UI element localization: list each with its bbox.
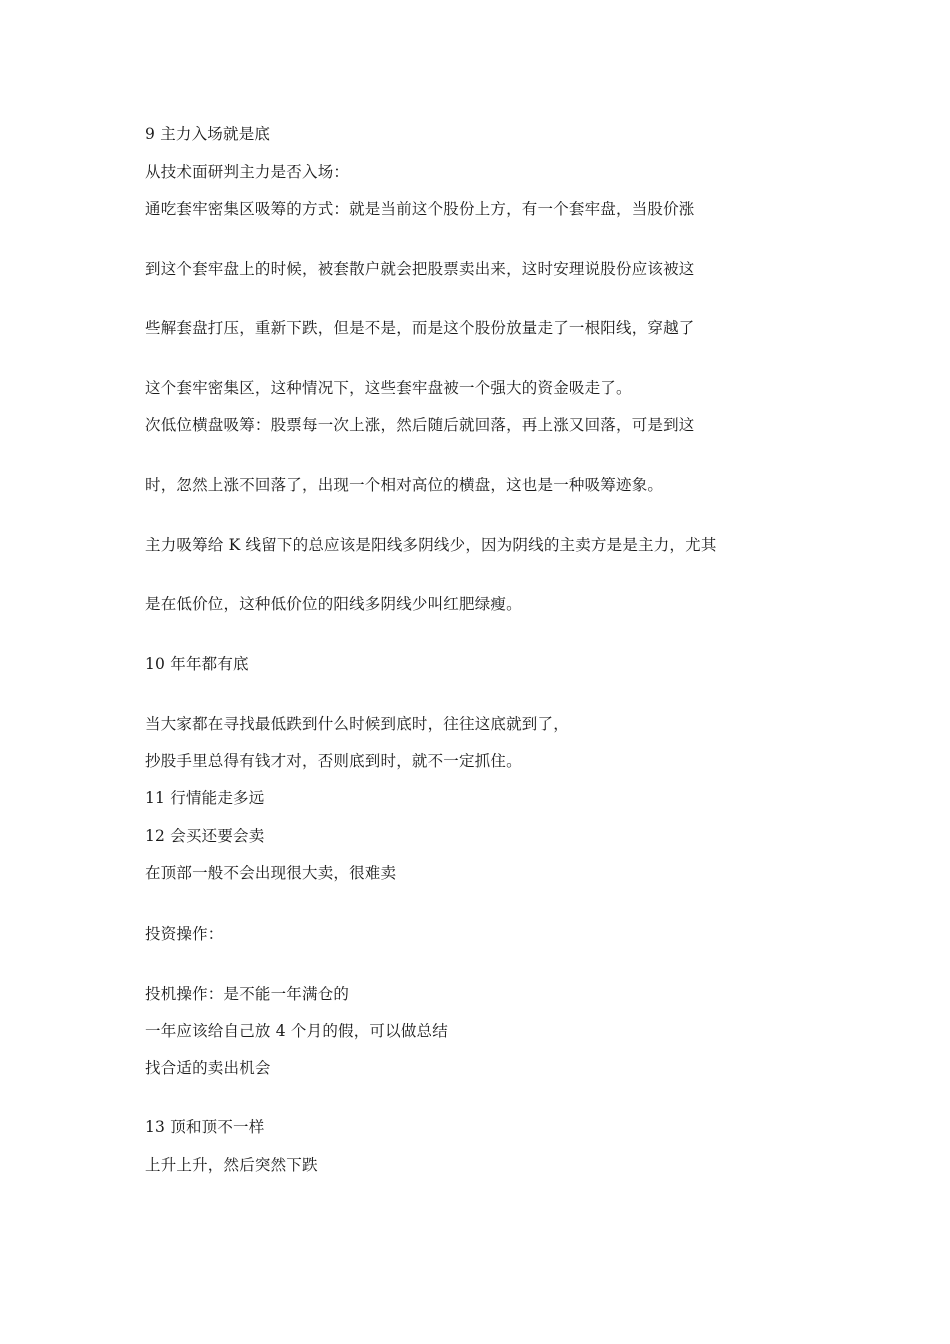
paragraph-line: 上升上升，然后突然下跌 xyxy=(145,1156,318,1174)
paragraph-line: 些解套盘打压，重新下跌，但是不是，而是这个股份放量走了一根阳线，穿越了 xyxy=(145,319,695,337)
paragraph-line: 这个套牢密集区，这种情况下，这些套牢盘被一个强大的资金吸走了。 xyxy=(145,379,632,397)
heading-10: 10 年年都有底 xyxy=(145,655,249,673)
heading-12: 12 会买还要会卖 xyxy=(145,827,265,845)
paragraph-line: 到这个套牢盘上的时候，被套散户就会把股票卖出来，这时安理说股份应该被这 xyxy=(145,260,695,278)
paragraph-line: 在顶部一般不会出现很大卖，很难卖 xyxy=(145,864,397,882)
paragraph-line: 抄股手里总得有钱才对，否则底到时，就不一定抓住。 xyxy=(145,752,522,770)
paragraph-line: 投资操作： xyxy=(145,925,224,943)
paragraph-line: 次低位横盘吸筹：股票每一次上涨，然后随后就回落，再上涨又回落，可是到这 xyxy=(145,416,695,434)
heading-13: 13 顶和顶不一样 xyxy=(145,1118,265,1136)
paragraph-line: 时，忽然上涨不回落了，出现一个相对高位的横盘，这也是一种吸筹迹象。 xyxy=(145,476,664,494)
paragraph-line: 当大家都在寻找最低跌到什么时候到底时，往往这底就到了， xyxy=(145,715,569,733)
paragraph-line: 通吃套牢密集区吸筹的方式：就是当前这个股份上方，有一个套牢盘，当股价涨 xyxy=(145,200,695,218)
paragraph-line: 投机操作：是不能一年满仓的 xyxy=(145,985,350,1003)
heading-11: 11 行情能走多远 xyxy=(145,789,265,807)
paragraph-line: 一年应该给自己放 4 个月的假，可以做总结 xyxy=(145,1022,448,1040)
paragraph-line: 主力吸筹给 K 线留下的总应该是阳线多阴线少，因为阴线的主卖方是是主力，尤其 xyxy=(145,536,717,554)
paragraph-line: 从技术面研判主力是否入场： xyxy=(145,163,350,181)
paragraph-line: 是在低价位，这种低价位的阳线多阴线少叫红肥绿瘦。 xyxy=(145,595,522,613)
heading-9: 9 主力入场就是底 xyxy=(145,125,271,143)
paragraph-line: 找合适的卖出机会 xyxy=(145,1059,271,1077)
